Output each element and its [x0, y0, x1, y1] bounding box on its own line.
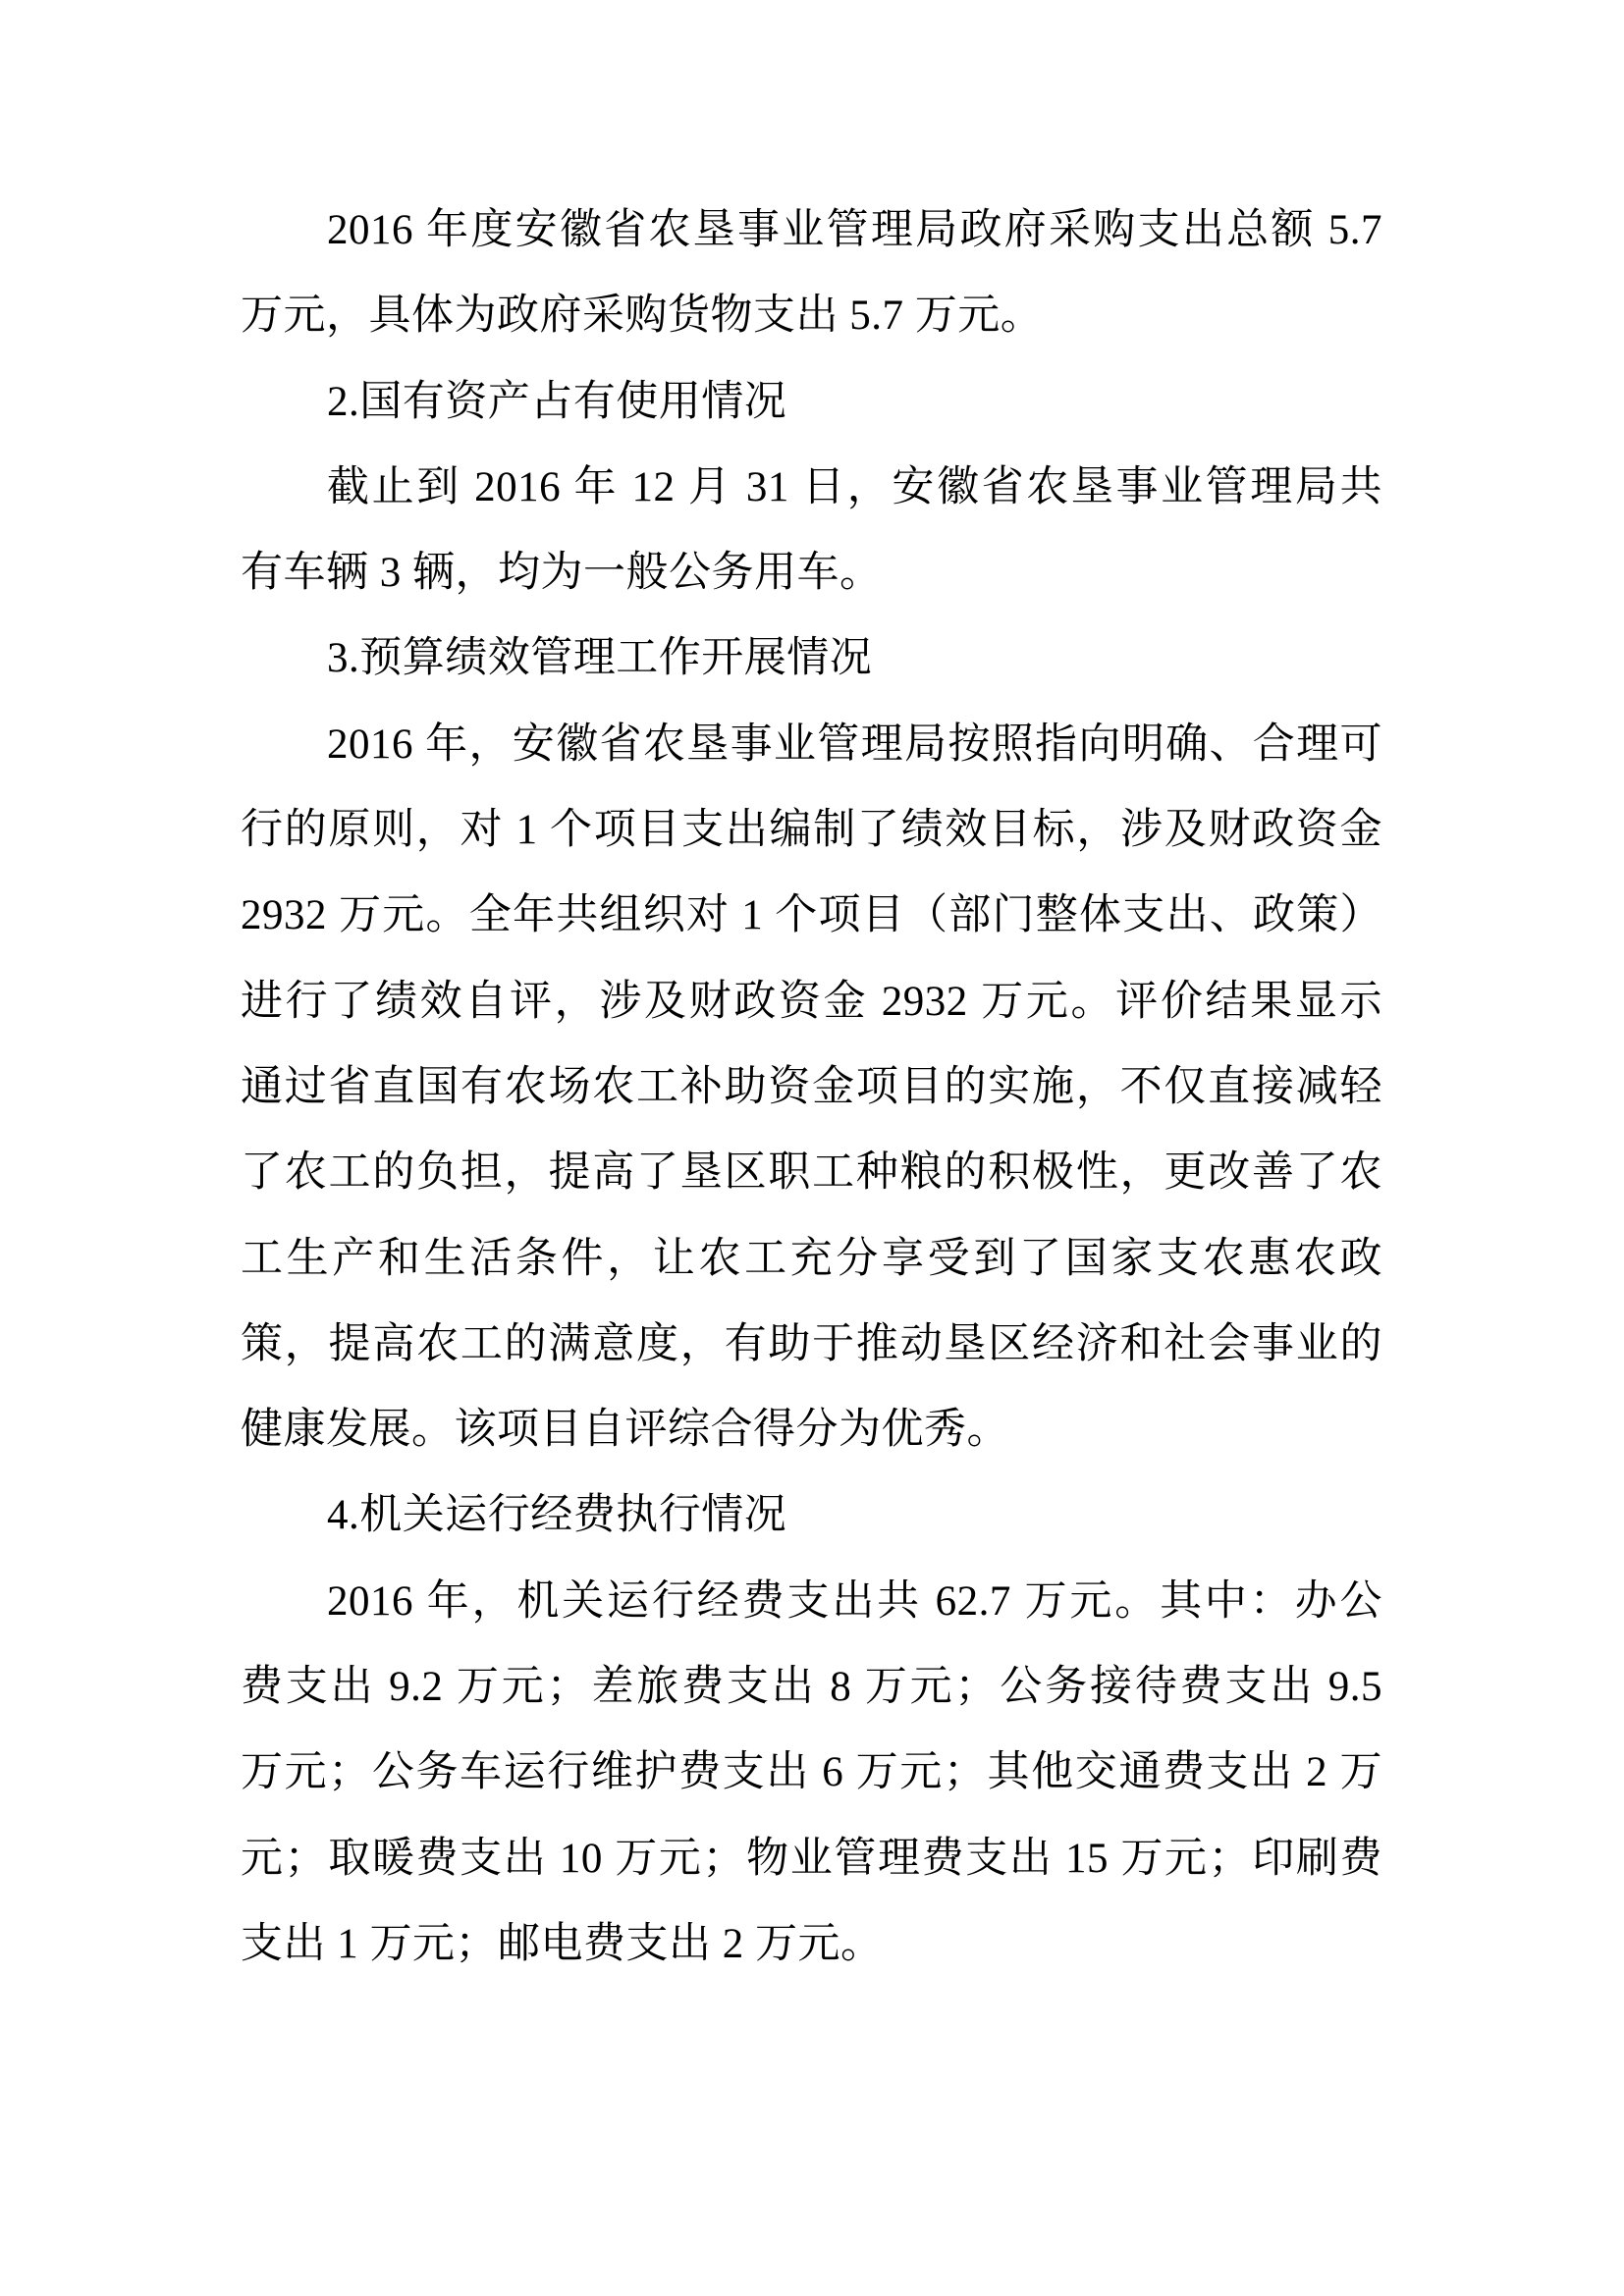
- text-line: 2016 年，安徽省农垦事业管理局按照指向明确、合理可: [327, 721, 1382, 768]
- text-line: 截止到 2016 年 12 月 31 日，安徽省农垦事业管理局共: [327, 463, 1382, 510]
- section-heading: 4.机关运行经费执行情况: [327, 1492, 787, 1539]
- text-line: 支出 1 万元；邮电费支出 2 万元。: [241, 1920, 884, 1967]
- document-body: [241, 187, 1382, 1987]
- text-line: 2932 万元。全年共组织对 1 个项目（部门整体支出、政策）: [241, 892, 1382, 939]
- section-heading: 2.国有资产占有使用情况: [327, 378, 787, 425]
- text-line: 行的原则，对 1 个项目支出编制了绩效目标，涉及财政资金: [241, 807, 1382, 854]
- text-line: 2016 年度安徽省农垦事业管理局政府采购支出总额 5.7: [327, 207, 1382, 253]
- section-heading: 3.预算绩效管理工作开展情况: [327, 635, 873, 682]
- text-line: 策，提高农工的满意度，有助于推动垦区经济和社会事业的: [241, 1320, 1382, 1367]
- text-line: 2016 年，机关运行经费支出共 62.7 万元。其中：办公: [327, 1577, 1382, 1625]
- text-line: 万元，具体为政府采购货物支出 5.7 万元。: [241, 293, 1044, 340]
- text-line: 万元；公务车运行维护费支出 6 万元；其他交通费支出 2 万: [241, 1749, 1382, 1796]
- text-line: 了农工的负担，提高了垦区职工种粮的积极性，更改善了农: [241, 1149, 1382, 1197]
- text-line: 元；取暖费支出 10 万元；物业管理费支出 15 万元；印刷费: [241, 1835, 1382, 1882]
- text-line: 有车辆 3 辆，均为一般公务用车。: [241, 550, 883, 597]
- text-line: 工生产和生活条件，让农工充分享受到了国家支农惠农政: [241, 1235, 1382, 1282]
- text-line: 进行了绩效自评，涉及财政资金 2932 万元。评价结果显示: [241, 978, 1382, 1025]
- text-line: 健康发展。该项目自评综合得分为优秀。: [241, 1407, 1009, 1454]
- text-line: 费支出 9.2 万元；差旅费支出 8 万元；公务接待费支出 9.5: [241, 1664, 1382, 1711]
- text-line: 通过省直国有农场农工补助资金项目的实施，不仅直接减轻: [241, 1063, 1382, 1110]
